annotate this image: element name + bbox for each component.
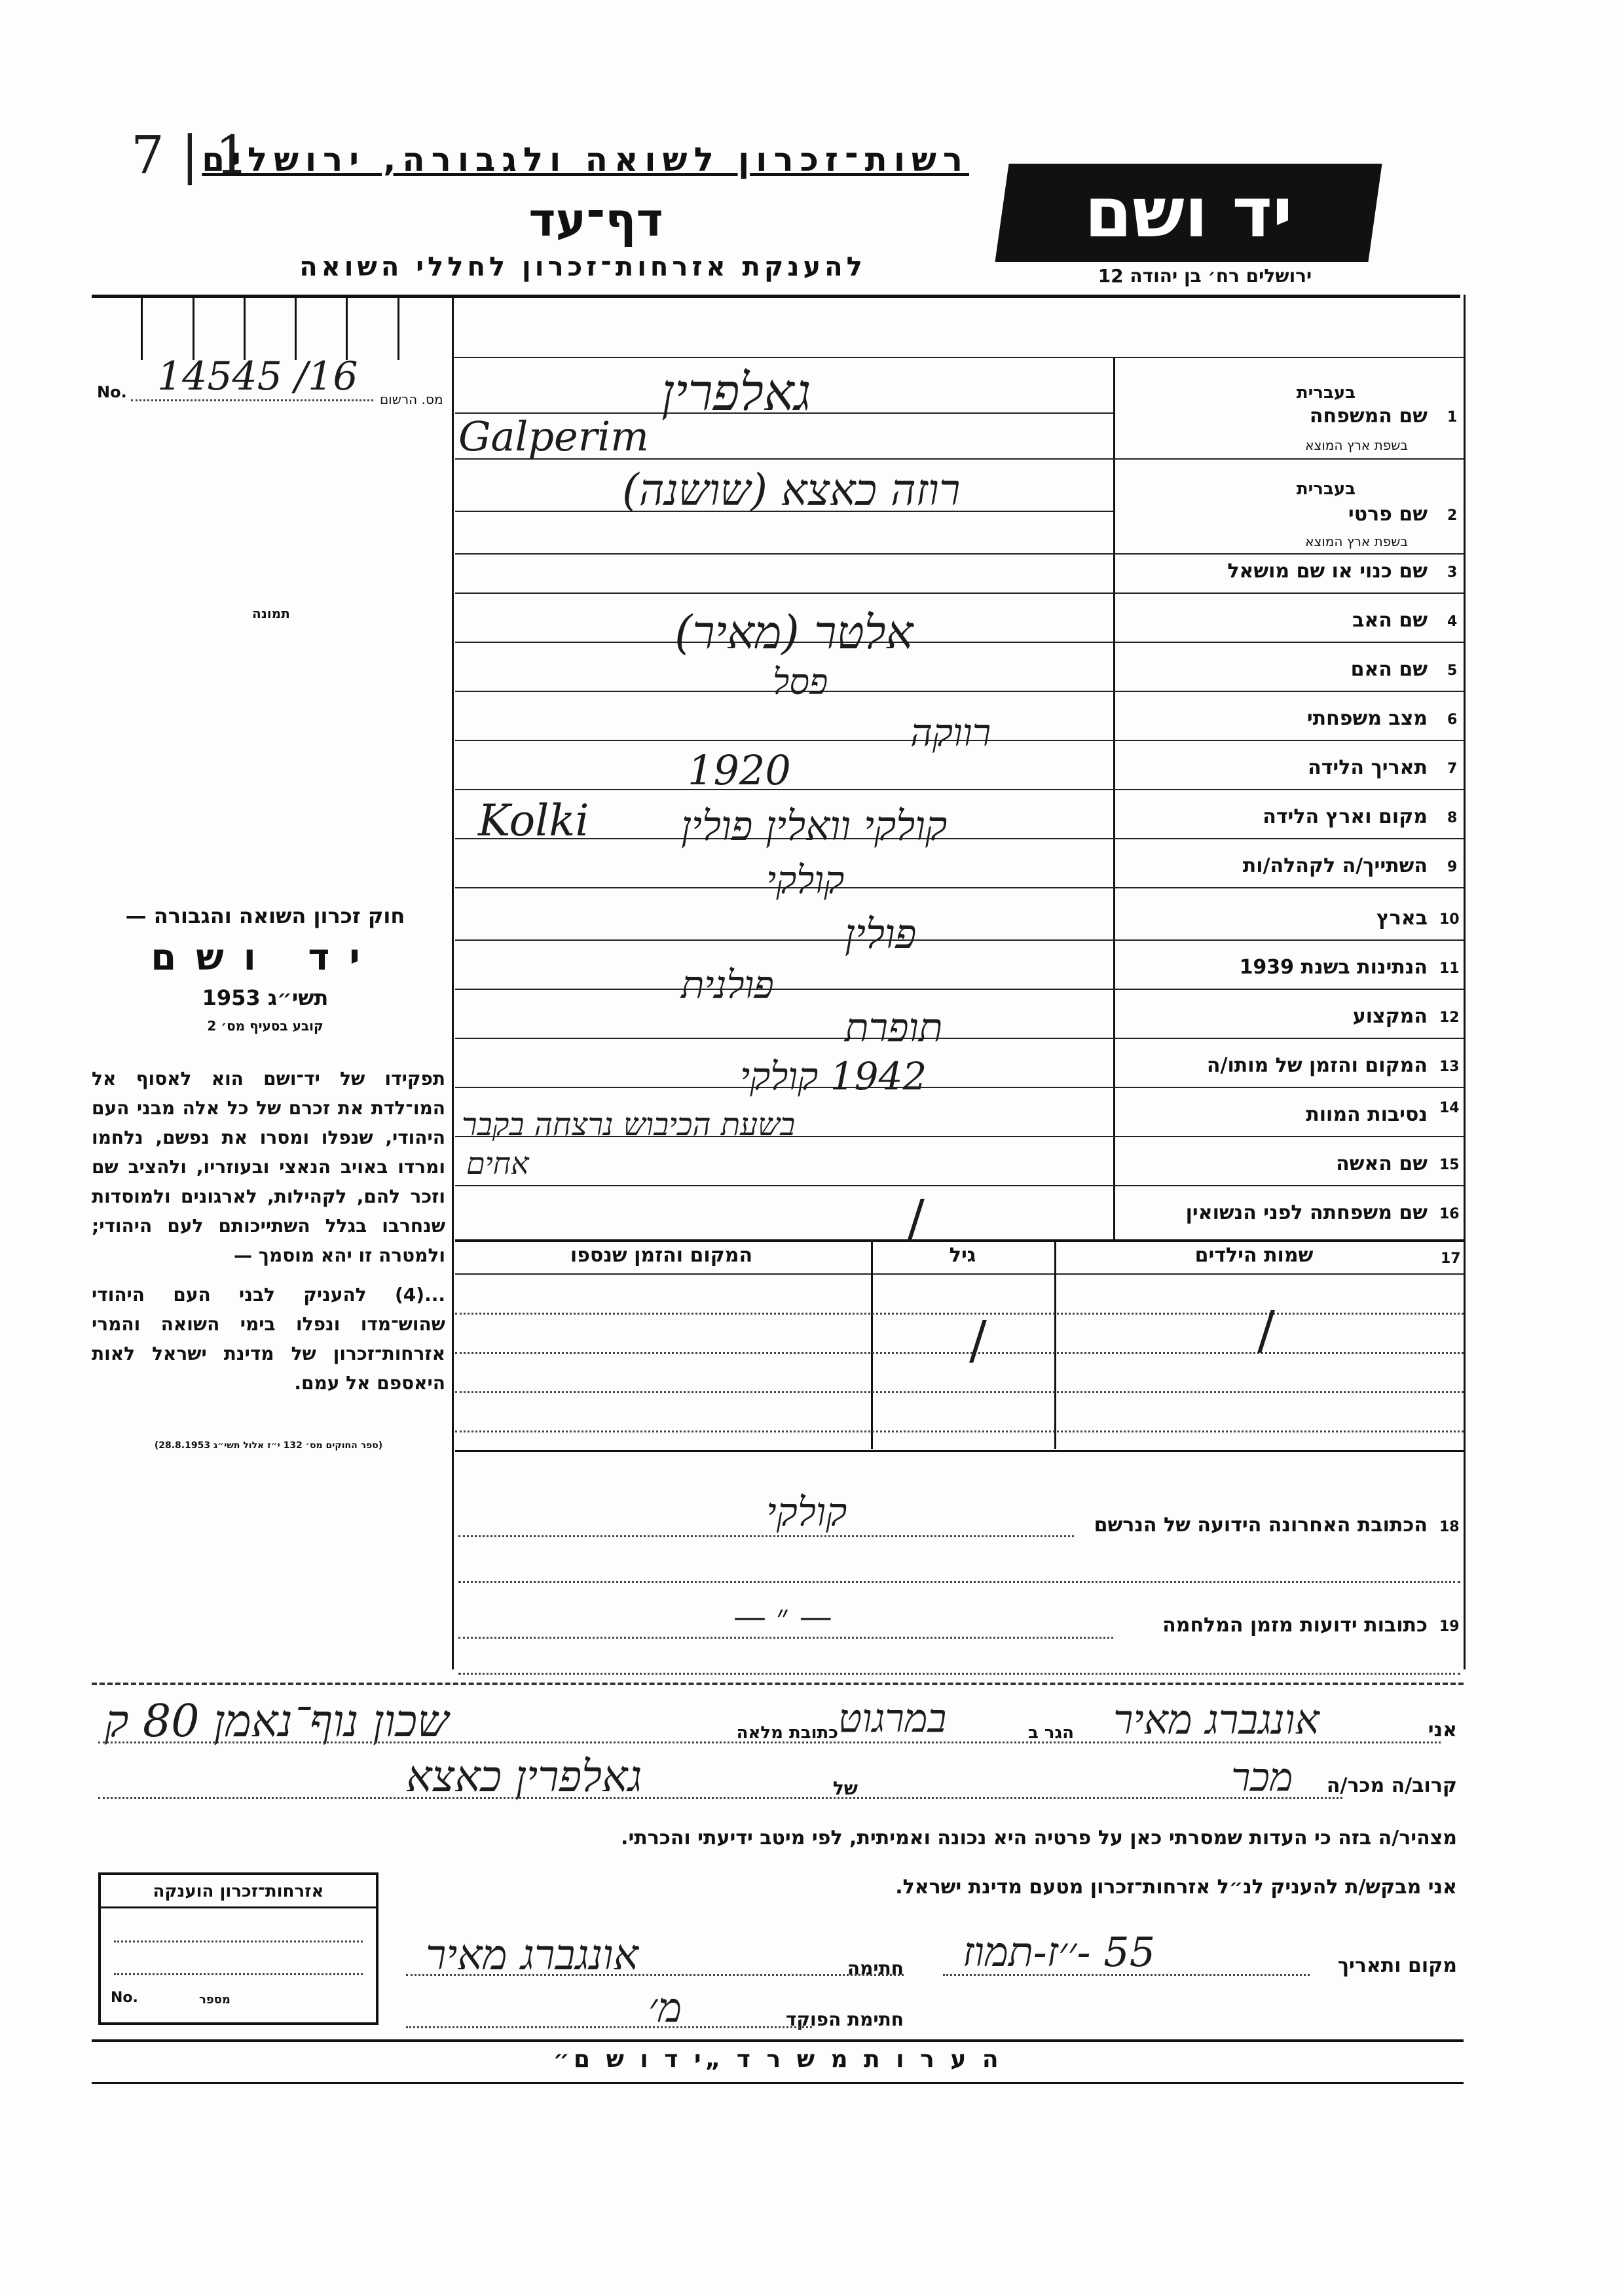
address-dots [458,1581,1460,1583]
form-subtitle: להענקת אזרחות־זכרון לחללי השואה [299,252,866,282]
decl-full-address-label: כתובת מלאה [736,1723,838,1743]
last-address-dots [458,1535,1074,1537]
photo-label: תמונה [252,606,290,621]
children-divider [1054,1239,1056,1449]
war-address-dots [458,1637,1113,1639]
registry-reg-label: מס. הרשום [380,392,443,407]
address-line: ירושלים רח׳ בן יהודה 12 [1098,265,1312,287]
field-num-13: 13 [1439,1059,1460,1075]
registry-number: 16/ 14545 [157,354,358,399]
children-num: 17 [1441,1250,1461,1267]
field-label-1: שם המשפחה [1309,405,1428,428]
decl-relative-value: מכר [1231,1755,1293,1800]
law-body-2: ...(4) להעניק לבני העם היהודי שהוש־מדו ונפלו בימי השואה והמרי אזרחות־זכרון של מדינת ישראל לאות היאספם אל עמם. [92,1284,445,1394]
children-bottom [455,1450,1464,1452]
decl-statement-1: מצהיר/ה בזה כי העדות שמסרתי כאן על פרטיה היא נכונה ואמיתית, לפי מיטב ידיעתי והכרתי. [621,1827,1457,1850]
citizenship-box-no: No. [111,1990,138,2006]
field-num-7: 7 [1447,761,1458,777]
field-label-5: שם האם [1350,658,1428,681]
section-separator [92,1683,1464,1685]
field-label-4: שם האב [1352,609,1428,632]
war-address-label: כתובות ידועות מזמן המלחמה [1162,1614,1428,1637]
yad-vashem-logo [995,164,1382,262]
field-label-13: המקום והזמן של מותו/ה [1206,1054,1428,1077]
row-line [455,939,1464,941]
field-num-15: 15 [1439,1157,1460,1173]
field-label-9: השתייך/ה לקהלה/ות [1242,854,1428,877]
decl-of: של [832,1777,858,1799]
children-row [455,1391,1464,1393]
field-label-11: הנתינות בשנת 1939 [1239,956,1428,979]
value-death-place-time: 1942 קולקי [740,1054,927,1099]
row-line [1113,553,1464,555]
value-birth-place-he: קולקי וואלין פולין [681,802,948,850]
citizenship-box-number: מספר [199,1993,231,2007]
field-num-12: 12 [1439,1010,1460,1026]
children-col-age: גיל [949,1244,976,1267]
row-top [452,357,1464,358]
field-num-5: 5 [1447,663,1458,679]
decl-signature-value: אונגברג מאיר [426,1931,639,1980]
address-dots [458,1673,1460,1675]
divider-left [452,295,454,1669]
row-line [455,1185,1464,1186]
field-label-12: המקצוע [1352,1005,1428,1028]
war-address-value: — ״ — [733,1597,832,1635]
decl-dots [406,2026,812,2028]
field-num-16: 16 [1439,1206,1460,1222]
row-line [455,1087,1464,1088]
decl-address-value: שכון נוף־נאמן 80 ק [105,1696,449,1747]
decl-of-value: גאלפרין כאצא [406,1751,642,1802]
last-address-label: הכתובת האחרונה הידועה של הנרשם [1094,1514,1428,1537]
law-ref: (ספר החוקים מס׳ 132 י״ז אלול תשי״ג 28.8.1953) [154,1440,383,1451]
field-label-2: שם פרטי [1348,503,1428,526]
value-death-circumstances-2: אחים [466,1146,529,1181]
footer-remarks: ה ע ר ו ת מ ש ר ד „י ד ו ש ם״ [553,2046,1003,2073]
law-year: תשי״ג 1953 [202,985,329,1010]
field-num-14: 14 [1439,1100,1460,1116]
children-divider [871,1239,873,1449]
decl-place-date-label: מקום ותאריך [1337,1954,1457,1977]
field-num-9: 9 [1447,859,1458,875]
value-wife-mark: / [907,1188,925,1249]
decl-statement-2: אני מבקש/ת להעניק לנ״ל אזרחות־זכרון מטעם מדינת ישראל. [895,1876,1457,1899]
law-name: יד ושם [151,936,380,979]
authority-title: רשות־זכרון לשואה ולגבורה, ירושלים [202,141,969,179]
children-header-line [455,1273,1464,1275]
decl-signature-label: חתימה [847,1958,904,1979]
children-row [455,1430,1464,1432]
value-family-he: גאלפרין [661,363,811,422]
children-row [455,1313,1464,1315]
decl-dots [98,1741,1441,1743]
decl-relative-label: קרוב/ה מכר/ה [1326,1774,1457,1797]
row-line [455,1239,1464,1242]
field-num-2: 2 [1447,507,1458,524]
value-marital: רווקה [910,710,991,755]
form-title: דף־עד [528,193,663,247]
frame-right [1464,295,1466,1669]
children-mark-age: / [969,1309,987,1370]
origin-lang-2: בשפת ארץ המוצא [1305,534,1408,549]
row-line [455,553,1113,555]
value-birth-place-latin: Kolki [478,795,589,846]
registry-no-label: No. [97,383,127,401]
decl-witness-name: אונגברג מאיר [1113,1696,1320,1743]
decl-residing: הגר ב [1027,1723,1074,1743]
value-mother: פסל [773,661,828,702]
row-line [455,989,1464,990]
logo-text: יד ושם [1084,173,1293,253]
law-body-1: תפקידו של יד־ושם הוא לאסוף אל המו־לדת את זכרם של כל אלה מבני העם היהודי, שנפלו ומסרו את נפשם, נלחמו ומרדו באויב הנאצי ובעוזריו, ולהציב שם וזכר להם, לקהילות, לארגונים ולמוסדות שנחרבו בגלל השתייכותם לעם היהודי; ולמטרה זו יהא מוסמך — [92,1068,445,1266]
field-label-10: בארץ [1376,907,1428,930]
corner-mark: 7 | 1 [131,124,249,185]
value-death-circumstances: בשעת הכיבוש נרצחה בקבר [462,1106,796,1143]
registry-dots [131,399,373,401]
in-hebrew-1: בעברית [1296,383,1356,403]
value-first-he: רוזה כאצא (שושנה) [622,465,961,515]
war-address-num: 19 [1439,1618,1460,1635]
children-col-place: המקום והזמן שנספו [570,1244,753,1267]
field-label-14: נסיבות המוות [1306,1103,1428,1126]
row-line [455,838,1464,839]
field-num-10: 10 [1439,911,1460,928]
row-line [455,691,1464,692]
children-row [455,1352,1464,1354]
field-label-16: שם משפחתה לפני הנשואין [1185,1201,1428,1224]
field-label-15: שם האשה [1336,1152,1428,1175]
decl-officer-value: מ׳ [648,1984,682,2032]
field-label-6: מצב משפחתי [1306,707,1428,730]
citizenship-box-title: אזרחות־זכרון הוענקה [101,1875,376,1908]
field-label-3: שם כנוי או שם מושאל [1227,560,1428,583]
citizenship-box [98,1872,378,2025]
in-hebrew-2: בעברית [1296,479,1356,499]
field-num-4: 4 [1447,613,1458,630]
value-citizenship: פולנית [681,962,774,1007]
row-line [455,642,1464,643]
law-section: קובע בסעיף מס׳ 2 [207,1018,323,1034]
field-label-8: מקום וארץ הלידה [1263,805,1428,828]
field-num-8: 8 [1447,810,1458,826]
registry-grid [92,298,449,360]
row-line [455,789,1464,790]
field-num-11: 11 [1439,960,1460,977]
row-line [1113,458,1464,460]
field-num-1: 1 [1447,409,1458,426]
decl-city: במרגוט [838,1696,947,1741]
divider-right [1113,357,1115,1241]
value-country: פולין [845,910,917,958]
children-col-names: שמות הילדים [1194,1244,1314,1267]
field-label-7: תאריך הלידה [1308,756,1428,779]
row-line [455,592,1464,594]
decl-place-date-value: 55 -׳׳ז-תמוז [963,1928,1156,1976]
value-community: קולקי [766,858,845,902]
field-num-3: 3 [1447,564,1458,581]
last-address-num: 18 [1439,1519,1460,1535]
origin-lang-1: בשפת ארץ המוצא [1305,437,1408,453]
value-profession: תופרת [845,1005,943,1051]
field-num-6: 6 [1447,712,1458,728]
value-birth-date: 1920 [688,746,791,794]
law-title: חוק זכרון השואה והגבורה — [125,903,405,928]
footer-top [92,2039,1464,2042]
children-mark-names: / [1257,1300,1275,1360]
decl-officer-label: חתימת הפוקד [785,2009,904,2030]
row-line [455,887,1464,888]
decl-i: אני [1428,1719,1457,1741]
decl-dots [98,1797,1342,1799]
value-father: אלטר (מאיר) [674,606,913,659]
value-family-origin: Galperim [458,412,649,460]
footer-bottom [92,2082,1464,2084]
last-address-value: קולקי [766,1489,847,1535]
row-line [455,1038,1464,1039]
